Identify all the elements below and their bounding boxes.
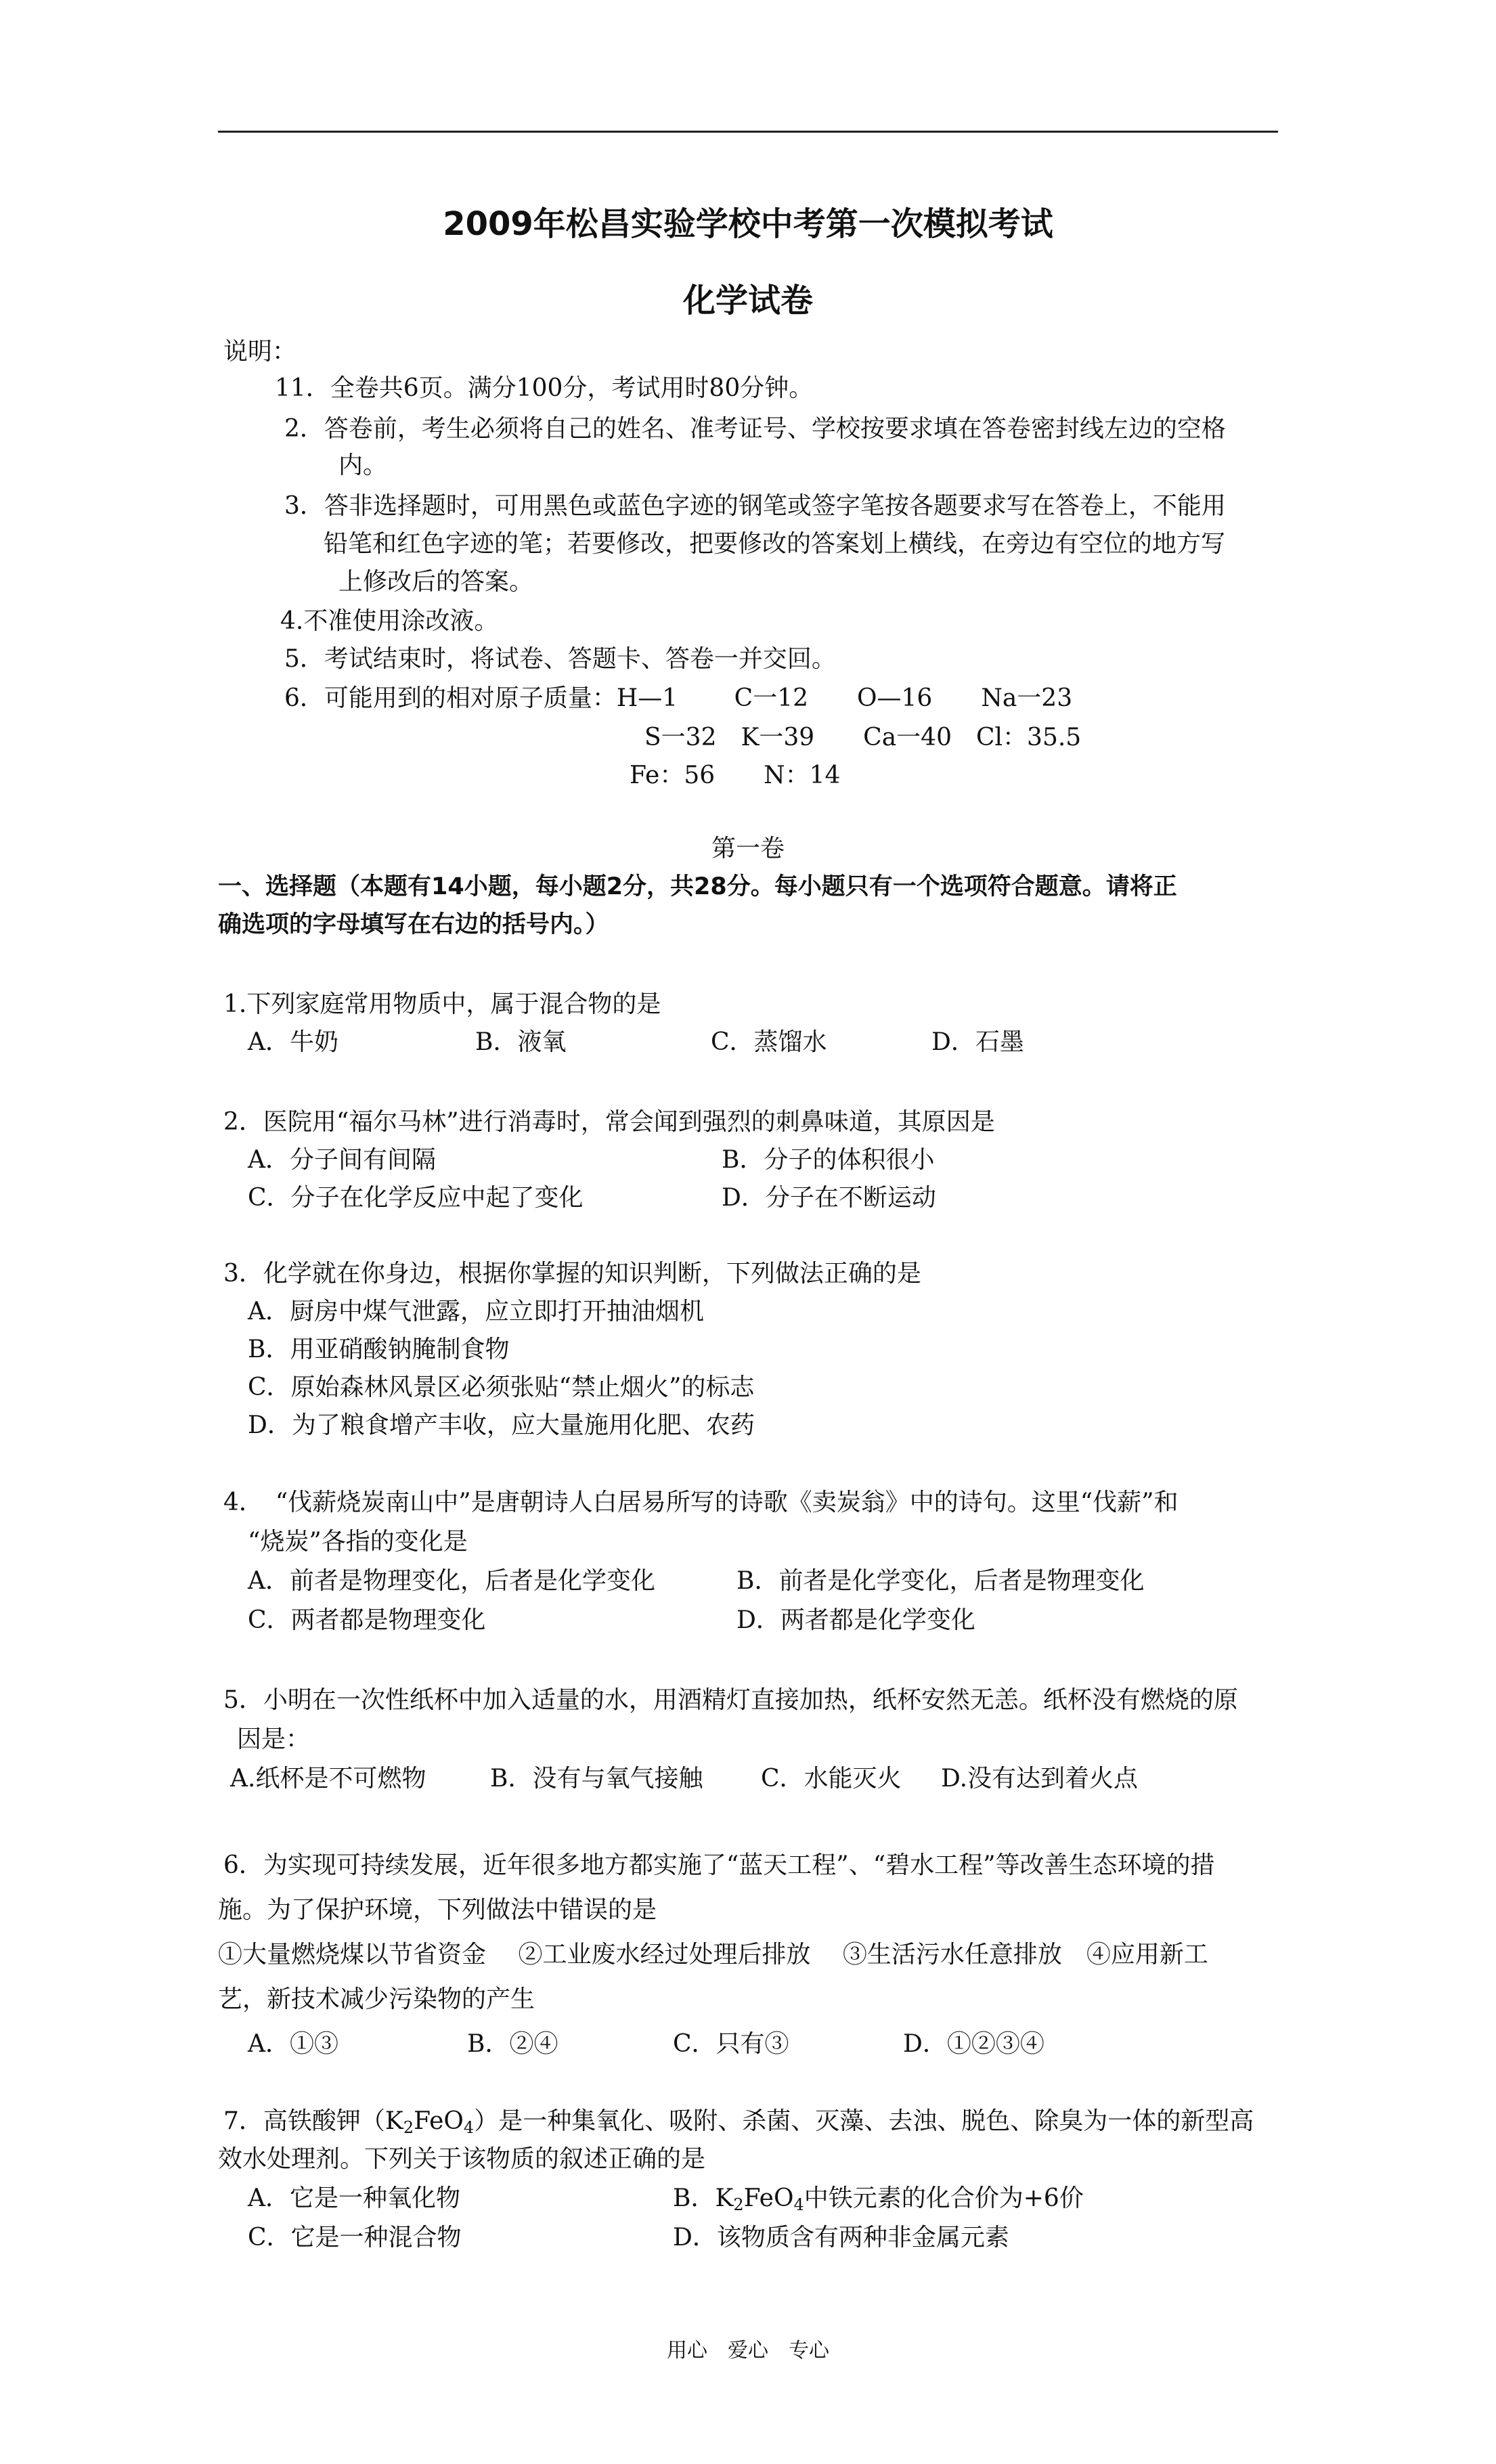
option-a: A．它是一种氧化物 [248,2184,460,2212]
subscript: 4 [793,2195,804,2214]
subscript: 4 [463,2118,475,2137]
question-options-list: ①大量燃烧煤以节省资金 ②工业废水经过处理后排放 ③生活污水任意排放 ④应用新工 [218,1941,1208,1968]
option-b: B．用亚硝酸钠腌制食物 [248,1336,510,1363]
exam-subtitle: 化学试卷 [682,282,813,320]
option-d: D.没有达到着火点 [941,1765,1139,1792]
option-c: C．分子在化学反应中起了变化 [248,1184,584,1212]
question-stem: 3．化学就在你身边，根据你掌握的知识判断，下列做法正确的是 [223,1260,921,1288]
instruction-item: S一32 K一39 Ca一40 Cl：35.5 [644,724,1082,751]
question-stem: “烧炭”各指的变化是 [248,1528,468,1556]
question-stem: 1.下列家庭常用物质中，属于混合物的是 [223,990,661,1018]
stem-text: 7．高铁酸钾（K [223,2107,403,2135]
option-c: C．蒸馏水 [711,1028,827,1056]
question-stem: 施。为了保护环境，下列做法中错误的是 [218,1896,657,1924]
instruction-item: 2．答卷前，考生必须将自己的姓名、准考证号、学校按要求填在答卷密封线左边的空格 [284,415,1226,443]
option-d: D．该物质含有两种非金属元素 [673,2224,1009,2251]
option-c: C．原始森林风景区必须张贴“禁止烟火”的标志 [248,1373,755,1401]
instructions-label: 说明： [223,338,297,366]
option-c: C．水能灭火 [761,1765,902,1792]
option-c: C．它是一种混合物 [248,2224,462,2251]
question-stem: 4． “伐薪烧炭南山中”是唐朝诗人白居易所写的诗歌《卖炭翁》中的诗句。这里“伐薪”和 [223,1489,1179,1516]
option-d: D．为了粮食增产丰收，应大量施用化肥、农药 [248,1411,755,1439]
instruction-item: 11．全卷共6页。满分100分，考试用时80分钟。 [275,374,814,402]
instruction-item: 上修改后的答案。 [338,568,534,596]
option-a: A.纸杯是不可燃物 [230,1765,426,1792]
question-stem: 2．医院用“福尔马林”进行消毒时，常会闻到强烈的刺鼻味道，其原因是 [223,1108,995,1136]
instruction-item: 3．答非选择题时，可用黑色或蓝色字迹的钢笔或签字笔按各题要求写在答卷上，不能用 [284,492,1226,520]
stem-text: FeO [414,2107,464,2135]
instruction-item: 铅笔和红色字迹的笔；若要修改，把要修改的答案划上横线，在旁边有空位的地方写 [324,530,1226,558]
subscript: 2 [733,2195,744,2214]
option-b: B．分子的体积很小 [722,1146,935,1174]
question-stem: 6．为实现可持续发展，近年很多地方都实施了“蓝天工程”、“碧水工程”等改善生态环境的措 [223,1851,1215,1879]
exam-title: 2009年松昌实验学校中考第一次模拟考试 [443,205,1053,243]
option-d: D．两者都是化学变化 [736,1606,975,1634]
instruction-item: 5．考试结束时，将试卷、答题卡、答卷一并交回。 [284,645,836,673]
subscript: 2 [403,2118,414,2137]
option-a: A．分子间有间隔 [248,1146,436,1174]
option-b: B．液氧 [475,1028,567,1056]
option-b: B．没有与氧气接触 [490,1765,703,1792]
question-stem: 效水处理剂。下列关于该物质的叙述正确的是 [218,2145,706,2173]
option-a: A．前者是物理变化，后者是化学变化 [248,1567,655,1595]
volume-heading: 第一卷 [711,835,785,862]
top-rule [218,131,1278,133]
instruction-item: 6．可能用到的相对原子质量：H—1 C一12 O—16 Na一23 [284,684,1073,712]
option-d: D．①②③④ [903,2030,1044,2058]
question-stem: 因是： [237,1725,311,1753]
stem-text: ）是一种集氧化、吸附、杀菌、灭藻、去浊、脱色、除臭为一体的新型高 [474,2107,1254,2135]
option-text: B．K [673,2184,734,2212]
option-text: FeO [743,2184,794,2212]
option-b: B．②④ [467,2030,558,2058]
option-a: A．牛奶 [248,1028,338,1056]
option-d: D．石墨 [931,1028,1024,1056]
section-heading: 确选项的字母填写在右边的括号内。） [218,911,609,938]
page-footer: 用心 爱心 专心 [667,2339,829,2362]
section-heading: 一、选择题（本题有14小题，每小题2分，共28分。每小题只有一个选项符合题意。请将正 [218,873,1177,900]
instruction-item: 内。 [338,452,388,479]
option-a: A．①③ [248,2030,338,2058]
instruction-item: Fe：56 N：14 [630,762,841,789]
option-c: C．只有③ [673,2030,789,2058]
option-text: 中铁元素的化合价为+6价 [804,2184,1084,2212]
option-c: C．两者都是物理变化 [248,1606,486,1634]
question-options-list: 艺，新技术减少污染物的产生 [218,1985,535,2013]
instruction-item: 4.不准使用涂改液。 [280,607,499,635]
option-b: B．前者是化学变化，后者是物理变化 [736,1567,1145,1595]
option-a: A．厨房中煤气泄露，应立即打开抽油烟机 [248,1298,704,1325]
option-d: D．分子在不断运动 [722,1184,936,1212]
option-b [673,2184,1084,2214]
question-stem: 5．小明在一次性纸杯中加入适量的水，用酒精灯直接加热，纸杯安然无恙。纸杯没有燃烧的原 [223,1686,1238,1714]
question-stem [223,2107,1254,2136]
